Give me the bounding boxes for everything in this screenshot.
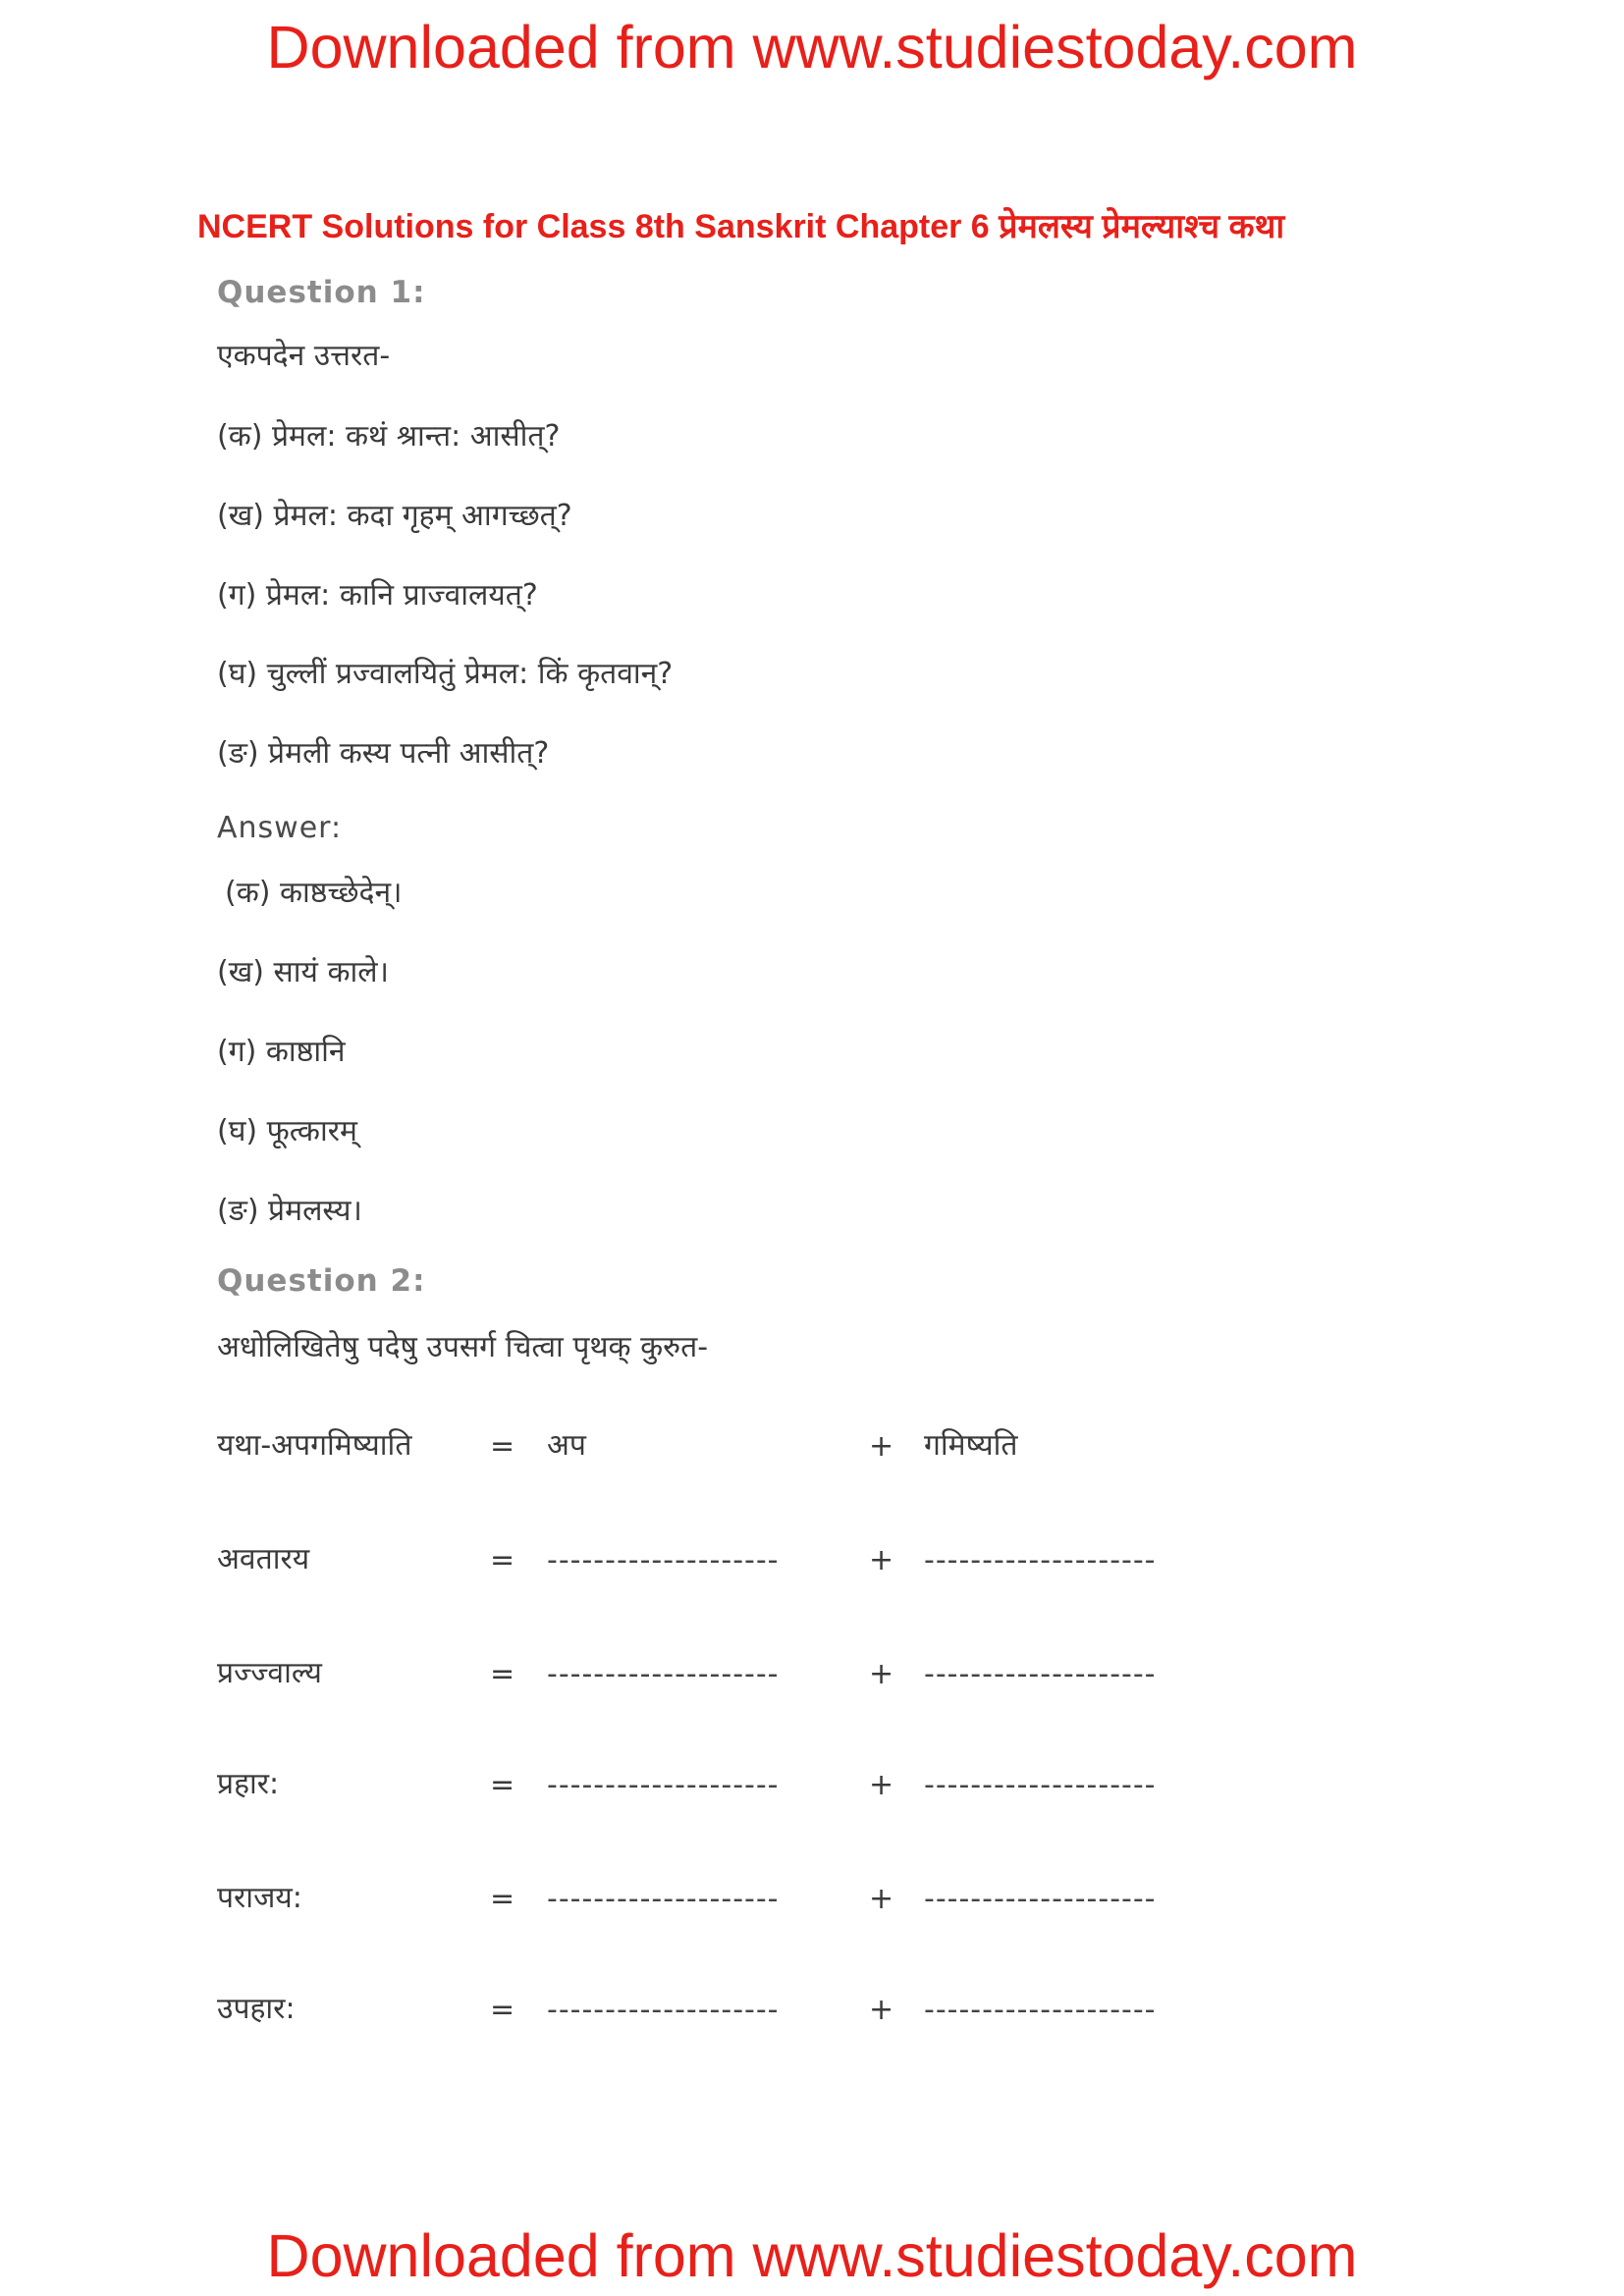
upasarga-example-row	[217, 1423, 1238, 1463]
upasarga-row	[217, 1876, 1238, 1915]
prefix-blank: --------------------	[547, 1657, 780, 1691]
plus-sign: +	[869, 1657, 894, 1691]
plus-sign: +	[869, 1768, 894, 1802]
equals-sign: =	[490, 1768, 515, 1802]
example-prefix: अप	[547, 1428, 586, 1463]
row-word: उपहार:	[217, 1992, 296, 2026]
equals-sign: =	[490, 1882, 515, 1916]
watermark-footer: Downloaded from www.studiestoday.com	[266, 2222, 1358, 2289]
upasarga-row	[217, 1537, 1238, 1576]
root-blank: --------------------	[924, 1993, 1157, 2027]
example-word: यथा-अपगमिष्याति	[217, 1428, 412, 1463]
equals-sign: =	[490, 1543, 515, 1577]
question-2-instruction: अधोलिखितेषु पदेषु उपसर्ग चित्वा पृथक् कुरुत-	[217, 1330, 709, 1364]
question-2-heading: Question 2:	[217, 1263, 426, 1299]
answer-item-kha: (ख) सायं काले।	[217, 955, 389, 989]
question-1-item-ka: (क) प्रेमल: कथं श्रान्त: आसीत्?	[217, 419, 561, 454]
document-title: NCERT Solutions for Class 8th Sanskrit Chapter 6 प्रेमलस्य प्रेमल्याश्च कथा	[197, 208, 1285, 245]
row-word: प्रज्ज्वाल्य	[217, 1656, 322, 1690]
plus-sign: +	[869, 1993, 894, 2027]
answer-item-ka: (क) काष्ठच्छेदेन्।	[225, 876, 403, 910]
equals-sign: =	[490, 1657, 515, 1691]
upasarga-row	[217, 1987, 1238, 2026]
equals-sign: =	[490, 1429, 515, 1464]
plus-sign: +	[869, 1543, 894, 1577]
root-blank: --------------------	[924, 1882, 1157, 1916]
answer-item-ga: (ग) काष्ठानि	[217, 1035, 346, 1069]
row-word: प्रहार:	[217, 1767, 280, 1801]
prefix-blank: --------------------	[547, 1882, 780, 1916]
question-1-item-ga: (ग) प्रेमल: कानि प्राज्वालयत्?	[217, 578, 538, 613]
question-1-item-nga: (ङ) प्रेमली कस्य पत्नी आसीत्?	[217, 736, 550, 771]
prefix-blank: --------------------	[547, 1993, 780, 2027]
prefix-blank: --------------------	[547, 1543, 780, 1577]
plus-sign: +	[869, 1429, 894, 1464]
prefix-blank: --------------------	[547, 1768, 780, 1802]
equals-sign: =	[490, 1993, 515, 2027]
plus-sign: +	[869, 1882, 894, 1916]
row-word: अवतारय	[217, 1542, 310, 1576]
root-blank: --------------------	[924, 1657, 1157, 1691]
question-1-instruction: एकपदेन उत्तरत-	[217, 339, 391, 373]
root-blank: --------------------	[924, 1543, 1157, 1577]
watermark-header: Downloaded from www.studiestoday.com	[266, 14, 1358, 80]
example-root: गमिष्यति	[924, 1428, 1018, 1463]
question-1-heading: Question 1:	[217, 275, 426, 310]
answer-label: Answer:	[217, 811, 343, 845]
question-1-item-kha: (ख) प्रेमल: कदा गृहम् आगच्छत्?	[217, 499, 572, 533]
upasarga-row	[217, 1651, 1238, 1690]
answer-item-nga: (ङ) प्रेमलस्य।	[217, 1194, 362, 1228]
root-blank: --------------------	[924, 1768, 1157, 1802]
row-word: पराजय:	[217, 1881, 302, 1915]
upasarga-row	[217, 1762, 1238, 1801]
question-1-item-gha: (घ) चुल्लीं प्रज्वालयितुं प्रेमल: किं कृतवान्?	[217, 657, 674, 691]
answer-item-gha: (घ) फूत्कारम्	[217, 1114, 357, 1148]
